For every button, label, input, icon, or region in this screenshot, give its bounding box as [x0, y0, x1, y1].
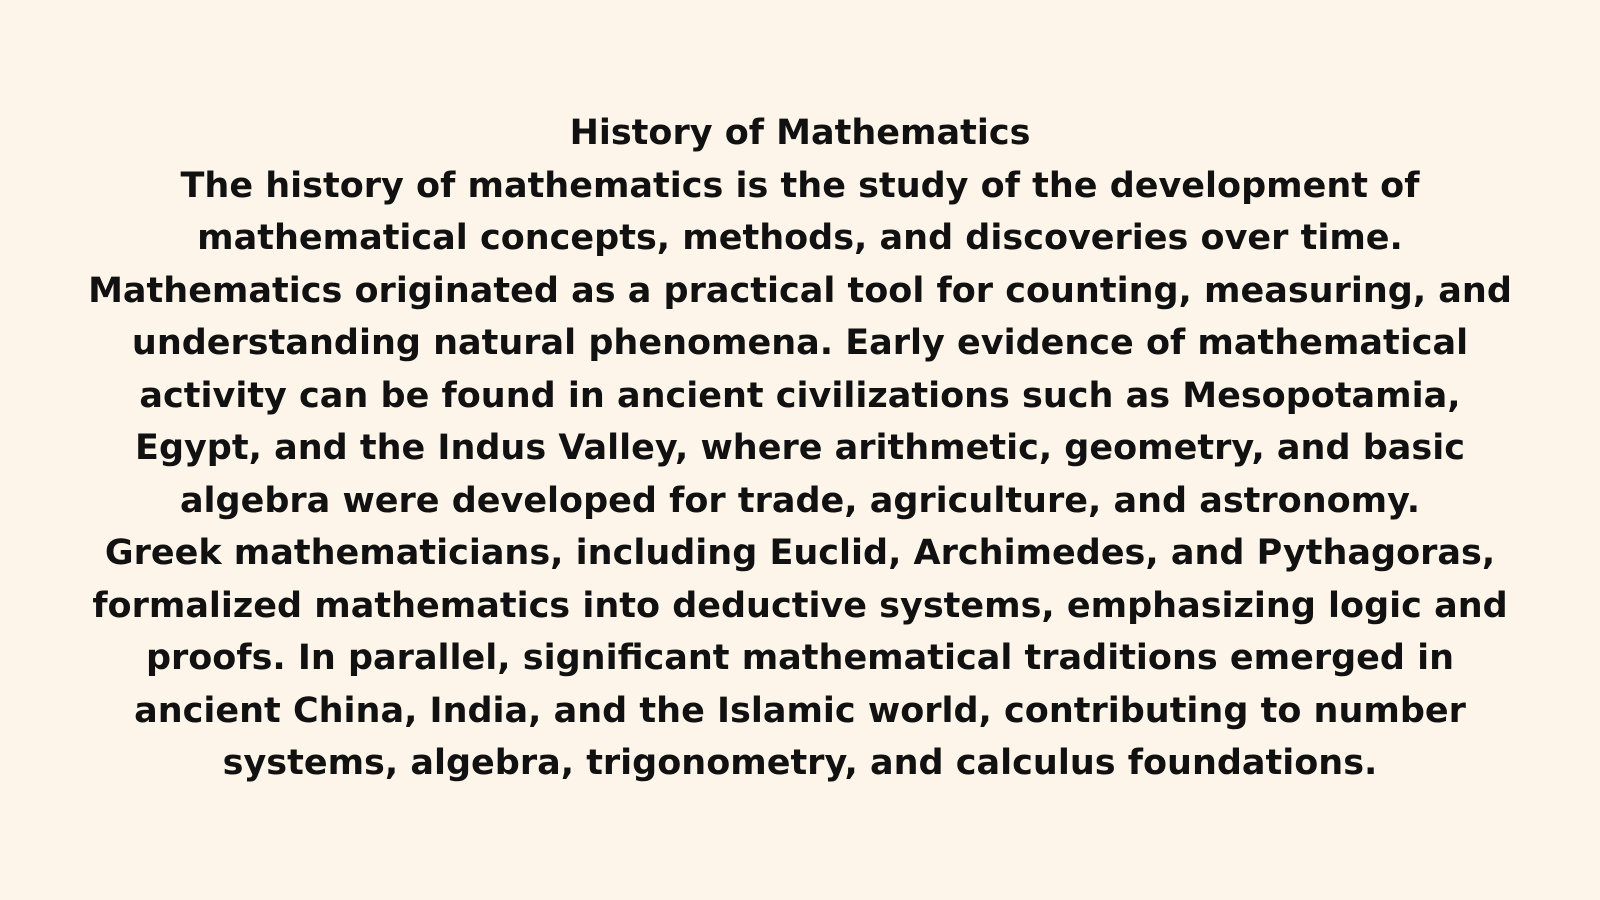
intro-paragraph: The history of mathematics is the study of the development of mathematical concepts, methods, and discoveries over time.: [180, 165, 1420, 258]
greek-traditions-paragraph: Greek mathematicians, including Euclid, Archimedes, and Pythagoras, formalized mathematics into deductive systems, emphasizing logic and proofs. In parallel, significant mathematical traditions emerged in ancient China, India, and the Islamic world, contributing to number systems, algebra, trigonometry, and calculus foundations.: [92, 533, 1508, 783]
document-body: [80, 107, 1520, 790]
document-title: History of Mathematics: [569, 113, 1031, 153]
origins-paragraph: Mathematics originated as a practical tool for counting, measuring, and understanding natural phenomena. Early evidence of mathematical activity can be found in ancient civilizations such as Mesopotamia, Egypt, and the Indus Valley, where arithmetic, geometry, and basic algebra were developed for trade, agriculture, and astronomy.: [88, 270, 1512, 521]
